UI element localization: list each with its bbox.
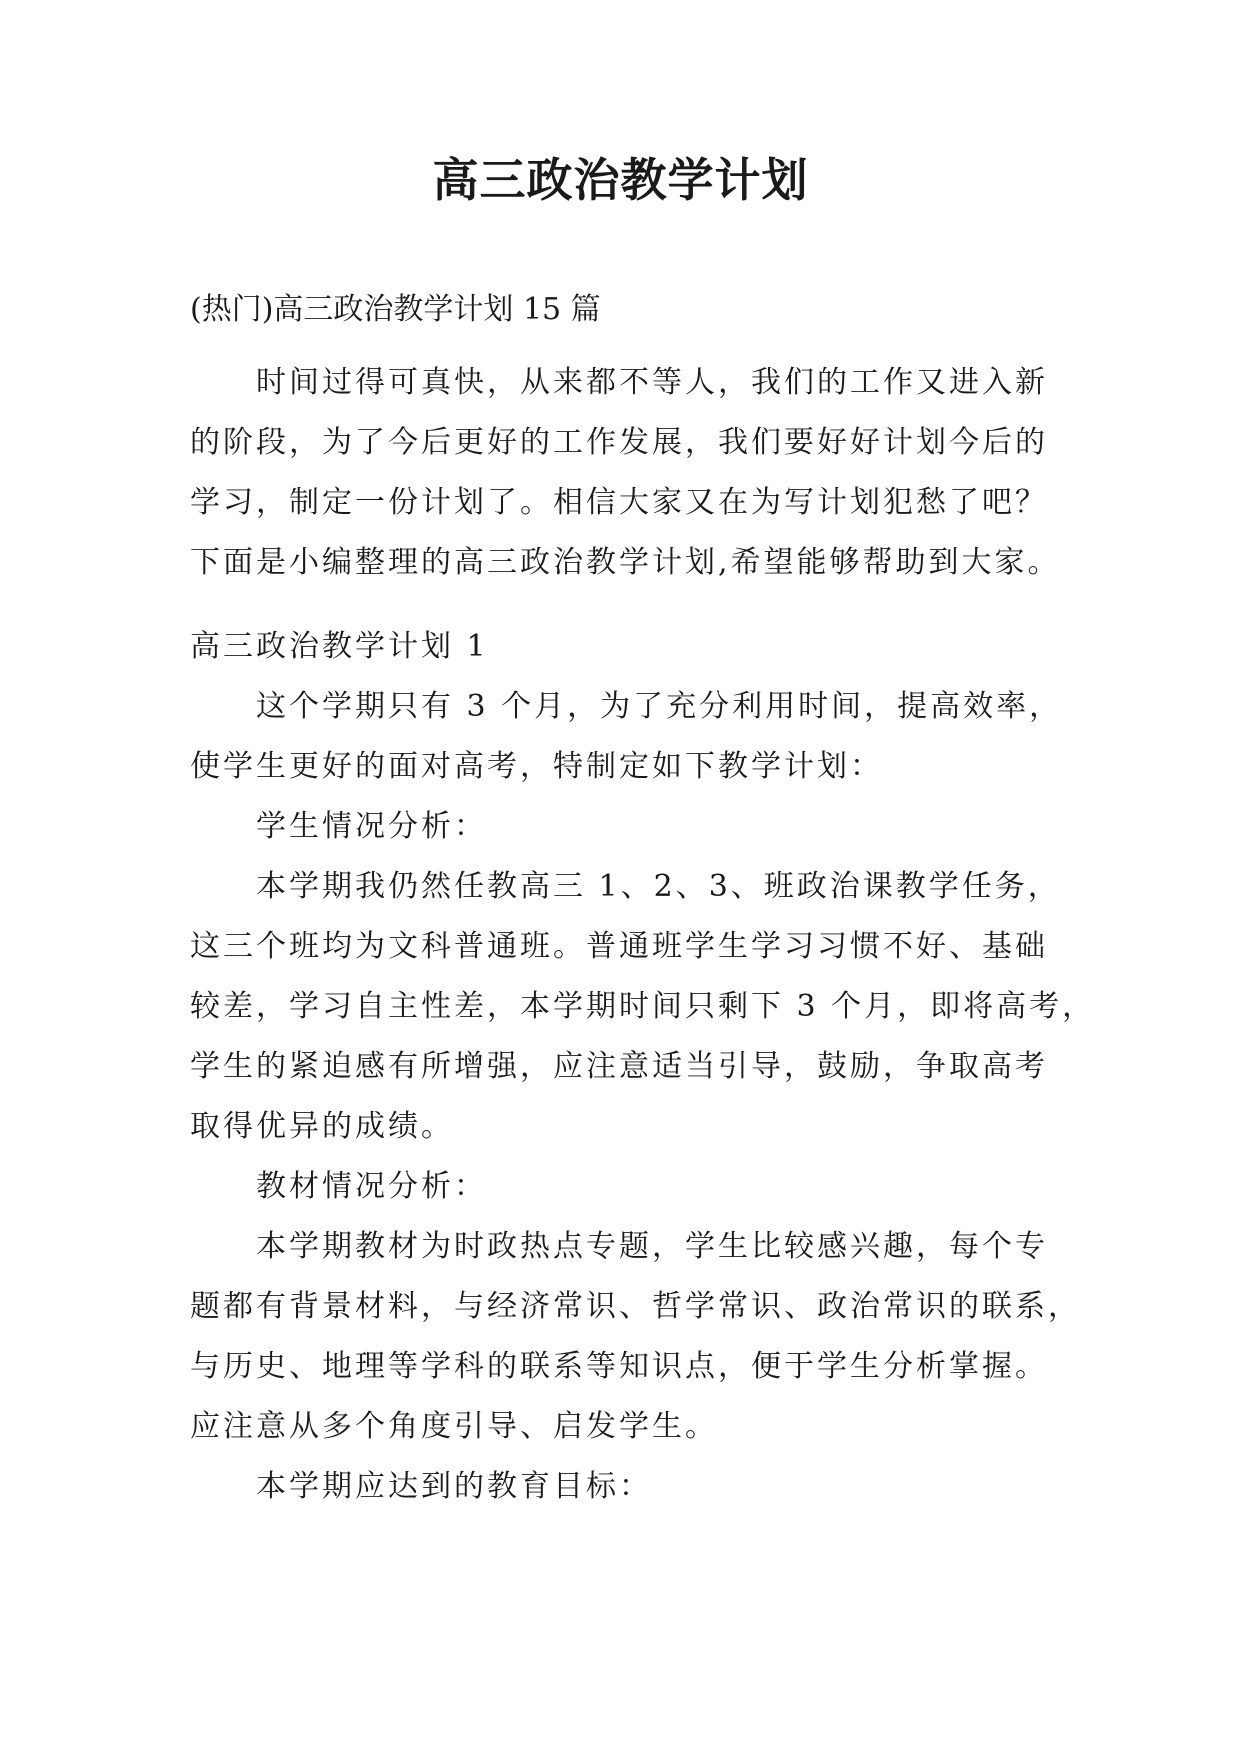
paragraph-line: 应注意从多个角度引导、启发学生。: [190, 1409, 718, 1444]
paragraph-line: 与历史、地理等学科的联系等知识点，便于学生分析掌握。: [190, 1349, 1048, 1384]
section-heading: 高三政治教学计划 1: [190, 629, 489, 664]
paragraph-line: 使学生更好的面对高考，特制定如下教学计划：: [190, 749, 883, 784]
paragraph-line: 这个学期只有 3 个月，为了充分利用时间，提高效率，: [256, 689, 1063, 724]
paragraph-line: 下面是小编整理的高三政治教学计划,希望能够帮助到大家。: [190, 545, 1061, 580]
paragraph-line: 本学期教材为时政热点专题，学生比较感兴趣，每个专: [256, 1229, 1048, 1264]
paragraph-line: 学习，制定一份计划了。相信大家又在为写计划犯愁了吧？: [190, 485, 1048, 520]
subheading-textbook-analysis: 教材情况分析：: [256, 1169, 487, 1204]
document-subtitle: (热门)高三政治教学计划 15 篇: [190, 292, 601, 327]
subheading-student-analysis: 学生情况分析：: [256, 809, 487, 844]
paragraph-line: 本学期我仍然任教高三 1、2、3、班政治课教学任务，: [256, 869, 1061, 904]
paragraph-line: 学生的紧迫感有所增强，应注意适当引导，鼓励，争取高考: [190, 1049, 1048, 1084]
subheading-education-goals: 本学期应达到的教育目标：: [256, 1469, 652, 1504]
paragraph-line: 这三个班均为文科普通班。普通班学生学习习惯不好、基础: [190, 929, 1048, 964]
paragraph-line: 的阶段，为了今后更好的工作发展，我们要好好计划今后的: [190, 425, 1048, 460]
section-1: [190, 617, 1096, 1517]
paragraph-line: 题都有背景材料，与经济常识、哲学常识、政治常识的联系，: [190, 1289, 1081, 1324]
paragraph-line: 时间过得可真快，从来都不等人，我们的工作又进入新: [256, 365, 1048, 400]
document-title: 高三政治教学计划: [432, 153, 809, 207]
intro-paragraph: [190, 353, 1070, 593]
paragraph-line: 取得优异的成绩。: [190, 1109, 454, 1144]
paragraph-line: 较差，学习自主性差，本学期时间只剩下 3 个月，即将高考，: [190, 989, 1096, 1024]
